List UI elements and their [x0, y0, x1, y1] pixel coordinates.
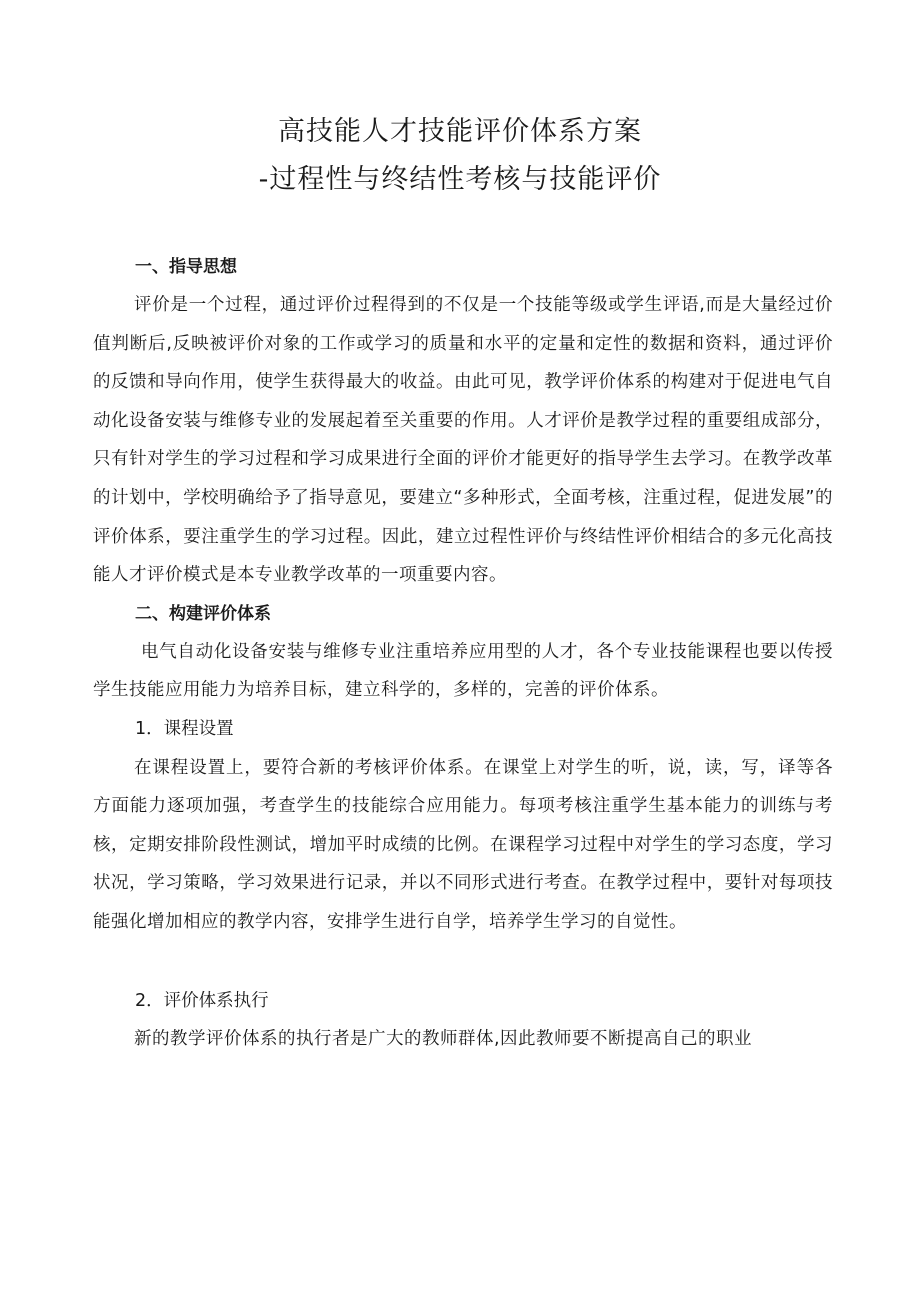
document-title: [0, 108, 920, 204]
section-2-paragraph: 电气自动化设备安装与维修专业注重培养应用型的人才，各个专业技能课程也要以传授学生技能应用能力为培养目标，建立科学的，多样的，完善的评价体系。: [93, 641, 833, 701]
subsection-2-paragraph: 新的教学评价体系的执行者是广大的教师群体,因此教师要不断提高自己的职业: [134, 1029, 753, 1050]
title-line-2: -过程性与终结性考核与技能评价: [258, 164, 662, 195]
document-body: [93, 248, 833, 1059]
section-2-heading: 二、构建评价体系: [135, 603, 271, 624]
section-1-paragraph: 评价是一个过程，通过评价过程得到的不仅是一个技能等级或学生评语,而是大量经过价值判断后,反映被评价对象的工作或学习的质量和水平的定量和定性的数据和资料，通过评价的反馈和导向作用，使学生获得最大的收益。由此可见，教学评价体系的构建对于促进电气自动化设备安装与维修专业的发展起着至关重要的作用。人才评价是教学过程的重要组成部分，只有针对学生的学习过程和学习成果进行全面的评价才能更好的指导学生去学习。在教学改革的计划中，学校明确给予了指导意见，要建立“多种形式，全面考核，注重过程，促进发展”的评价体系，要注重学生的学习过程。因此，建立过程性评价与终结性评价相结合的多元化高技能人才评价模式是本专业教学改革的一项重要内容。: [93, 295, 833, 586]
spacer: [93, 942, 833, 982]
subsection-1-paragraph: 在课程设置上，要符合新的考核评价体系。在课堂上对学生的听，说，读，写，译等各方面能力逐项加强，考查学生的技能综合应用能力。每项考核注重学生基本能力的训练与考核，定期安排阶段性测试，增加平时成绩的比例。在课程学习过程中对学生的学习态度，学习状况，学习策略，学习效果进行记录，并以不同形式进行考查。在教学过程中，要针对每项技能强化增加相应的教学内容，安排学生进行自学，培养学生学习的自觉性。: [93, 757, 833, 932]
section-1-heading: 一、指导思想: [135, 257, 237, 277]
subsection-2-heading: 2．评价体系执行: [135, 990, 269, 1011]
subsection-1-heading: 1．课程设置: [135, 718, 234, 739]
title-line-1: 高技能人才技能评价体系方案: [278, 116, 642, 147]
